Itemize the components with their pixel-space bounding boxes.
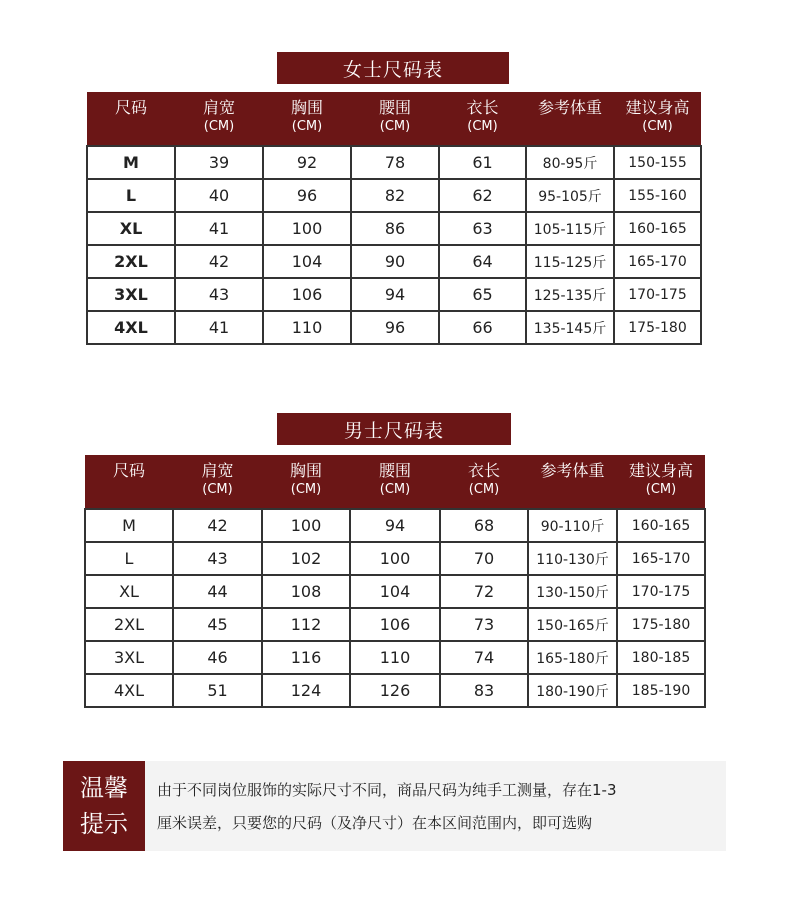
shoulder-cell: 41 [175, 212, 263, 245]
weight-cell: 135-145斤 [526, 311, 614, 344]
tips-label [63, 761, 145, 851]
shoulder-cell: 40 [175, 179, 263, 212]
women-header-length: 衣长 (CM) [439, 92, 526, 146]
chest-cell: 102 [262, 542, 350, 575]
size-cell: 3XL [85, 641, 173, 674]
size-cell: 4XL [87, 311, 175, 344]
waist-cell: 100 [350, 542, 440, 575]
size-cell: M [87, 146, 175, 179]
table-row [87, 245, 701, 278]
length-cell: 74 [440, 641, 528, 674]
shoulder-cell: 42 [175, 245, 263, 278]
height-cell: 160-165 [617, 509, 705, 542]
table-row [87, 212, 701, 245]
height-cell: 170-175 [614, 278, 701, 311]
women-title-text: 女士尺码表 [342, 58, 443, 81]
table-row [87, 146, 701, 179]
size-cell: L [85, 542, 173, 575]
chest-cell: 92 [263, 146, 351, 179]
table-row [85, 674, 705, 707]
chest-cell: 124 [262, 674, 350, 707]
women-table-title [277, 52, 509, 84]
waist-cell: 104 [350, 575, 440, 608]
women-header-chest: 胸围 (CM) [263, 92, 351, 146]
table-row [87, 311, 701, 344]
height-cell: 170-175 [617, 575, 705, 608]
waist-cell: 94 [350, 509, 440, 542]
men-title-text: 男士尺码表 [343, 419, 444, 442]
height-cell: 160-165 [614, 212, 701, 245]
weight-cell: 125-135斤 [526, 278, 614, 311]
weight-cell: 80-95斤 [526, 146, 614, 179]
length-cell: 64 [439, 245, 526, 278]
chest-cell: 110 [263, 311, 351, 344]
women-header-row [87, 92, 701, 146]
tips-text [157, 774, 717, 840]
weight-cell: 90-110斤 [528, 509, 617, 542]
length-cell: 61 [439, 146, 526, 179]
chest-cell: 116 [262, 641, 350, 674]
women-header-size: 尺码 [87, 92, 175, 146]
shoulder-cell: 41 [175, 311, 263, 344]
men-header-shoulder: 肩宽 (CM) [173, 455, 262, 509]
chest-cell: 104 [263, 245, 351, 278]
height-cell: 155-160 [614, 179, 701, 212]
men-header-waist: 腰围 (CM) [350, 455, 440, 509]
men-header-size: 尺码 [85, 455, 173, 509]
tips-label-line2: 提示 [80, 810, 128, 838]
size-cell: M [85, 509, 173, 542]
shoulder-cell: 45 [173, 608, 262, 641]
length-cell: 63 [439, 212, 526, 245]
men-header-row [85, 455, 705, 509]
men-table-title [277, 413, 511, 445]
waist-cell: 78 [351, 146, 439, 179]
waist-cell: 94 [351, 278, 439, 311]
shoulder-cell: 46 [173, 641, 262, 674]
table-row [87, 278, 701, 311]
waist-cell: 82 [351, 179, 439, 212]
height-cell: 185-190 [617, 674, 705, 707]
women-header-height: 建议身高 (CM) [614, 92, 701, 146]
shoulder-cell: 43 [175, 278, 263, 311]
table-row [85, 608, 705, 641]
waist-cell: 126 [350, 674, 440, 707]
waist-cell: 106 [350, 608, 440, 641]
length-cell: 62 [439, 179, 526, 212]
women-header-weight: 参考体重 [526, 92, 614, 146]
chest-cell: 96 [263, 179, 351, 212]
tips-box [63, 761, 726, 851]
waist-cell: 110 [350, 641, 440, 674]
size-cell: 2XL [87, 245, 175, 278]
table-row [85, 575, 705, 608]
chest-cell: 112 [262, 608, 350, 641]
women-header-shoulder: 肩宽 (CM) [175, 92, 263, 146]
men-header-length: 衣长 (CM) [440, 455, 528, 509]
weight-cell: 110-130斤 [528, 542, 617, 575]
size-cell: XL [85, 575, 173, 608]
height-cell: 165-170 [617, 542, 705, 575]
men-header-weight: 参考体重 [528, 455, 617, 509]
size-cell: L [87, 179, 175, 212]
men-header-chest: 胸围 (CM) [262, 455, 350, 509]
length-cell: 65 [439, 278, 526, 311]
weight-cell: 180-190斤 [528, 674, 617, 707]
length-cell: 83 [440, 674, 528, 707]
size-cell: 2XL [85, 608, 173, 641]
waist-cell: 86 [351, 212, 439, 245]
length-cell: 68 [440, 509, 528, 542]
shoulder-cell: 39 [175, 146, 263, 179]
length-cell: 73 [440, 608, 528, 641]
height-cell: 175-180 [617, 608, 705, 641]
tips-line2: 厘米误差，只要您的尺码（及净尺寸）在本区间范围内，即可选购 [157, 814, 593, 832]
table-row [85, 542, 705, 575]
height-cell: 165-170 [614, 245, 701, 278]
chest-cell: 108 [262, 575, 350, 608]
table-row [85, 509, 705, 542]
shoulder-cell: 42 [173, 509, 262, 542]
chest-cell: 100 [262, 509, 350, 542]
men-header-height: 建议身高 (CM) [617, 455, 705, 509]
men-size-table [84, 455, 706, 708]
height-cell: 150-155 [614, 146, 701, 179]
table-row [87, 179, 701, 212]
waist-cell: 96 [351, 311, 439, 344]
height-cell: 175-180 [614, 311, 701, 344]
weight-cell: 130-150斤 [528, 575, 617, 608]
weight-cell: 105-115斤 [526, 212, 614, 245]
size-cell: 3XL [87, 278, 175, 311]
length-cell: 72 [440, 575, 528, 608]
height-cell: 180-185 [617, 641, 705, 674]
women-header-waist: 腰围 (CM) [351, 92, 439, 146]
tips-line1: 由于不同岗位服饰的实际尺寸不同，商品尺码为纯手工测量，存在1-3 [157, 781, 617, 799]
shoulder-cell: 51 [173, 674, 262, 707]
size-cell: 4XL [85, 674, 173, 707]
chest-cell: 106 [263, 278, 351, 311]
table-row [85, 641, 705, 674]
shoulder-cell: 44 [173, 575, 262, 608]
length-cell: 70 [440, 542, 528, 575]
weight-cell: 115-125斤 [526, 245, 614, 278]
length-cell: 66 [439, 311, 526, 344]
chest-cell: 100 [263, 212, 351, 245]
weight-cell: 95-105斤 [526, 179, 614, 212]
waist-cell: 90 [351, 245, 439, 278]
weight-cell: 165-180斤 [528, 641, 617, 674]
weight-cell: 150-165斤 [528, 608, 617, 641]
tips-label-line1: 温馨 [80, 774, 128, 802]
size-cell: XL [87, 212, 175, 245]
shoulder-cell: 43 [173, 542, 262, 575]
women-size-table [86, 92, 702, 345]
